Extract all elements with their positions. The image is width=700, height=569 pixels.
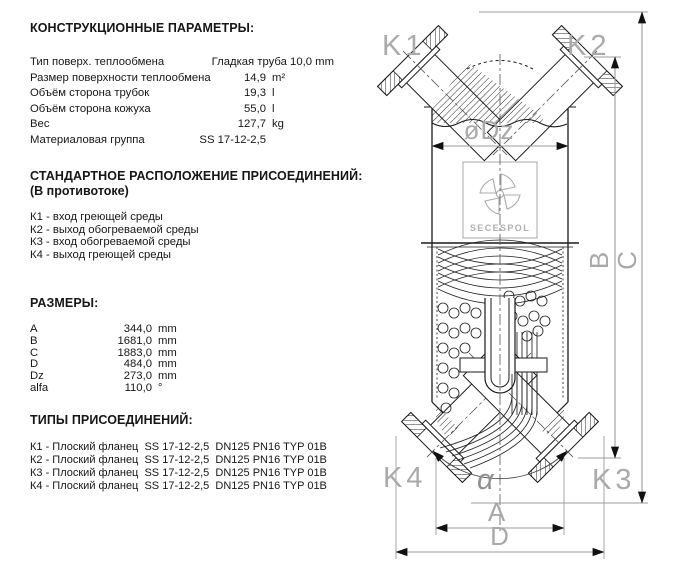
dimension-row <box>30 371 362 383</box>
connections-layout-subheading: (В противотоке) <box>30 184 129 198</box>
technical-drawing <box>360 0 700 569</box>
construction-params-table <box>30 55 362 149</box>
dimension-row <box>30 348 362 360</box>
connection-type-item: К3 - Плоский фланец SS 17-12-2,5 DN125 PN16 TYP 01B <box>30 467 327 480</box>
connections-layout-list <box>30 211 362 262</box>
dimension-name: A <box>30 323 38 335</box>
connection-types-list <box>30 441 370 493</box>
dimension-unit: mm <box>158 323 177 335</box>
connection-type-item: К2 - Плоский фланец SS 17-12-2,5 DN125 PN16 TYP 01B <box>30 454 327 467</box>
construction-params-heading: КОНСТРУКЦИОННЫЕ ПАРАМЕТРЫ: <box>30 21 255 35</box>
connection-item: К1 - вход греющей среды <box>30 211 163 223</box>
connection-item: К4 - выход греющей среды <box>30 249 172 262</box>
dimensions-heading: РАЗМЕРЫ: <box>30 296 99 310</box>
param-row <box>30 71 362 87</box>
dimension-name: Dz <box>30 370 44 383</box>
param-value: SS 17-12-2,5 <box>199 133 266 146</box>
dimension-value: 484,0 <box>123 358 152 371</box>
param-row <box>30 117 362 133</box>
connection-types-heading: ТИПЫ ПРИСОЕДИНЕНИЙ: <box>30 413 193 427</box>
dimension-value: 1883,0 <box>117 346 152 359</box>
param-value: 55,0 <box>244 102 266 115</box>
dimension-value: 273,0 <box>123 370 152 383</box>
param-unit: m² <box>272 71 286 84</box>
a-label: A <box>487 497 507 527</box>
dz-label: øDz <box>463 115 515 145</box>
dimension-name: C <box>30 346 39 359</box>
dimension-unit: mm <box>158 370 177 383</box>
param-label: Тип поверх. теплообмена <box>30 56 165 68</box>
dimension-unit: mm <box>158 358 177 371</box>
param-row <box>30 133 362 149</box>
param-label: Объём сторона кожуха <box>30 102 151 115</box>
k4-label: K4 <box>383 462 427 494</box>
param-row <box>30 86 362 102</box>
dimension-row <box>30 336 362 348</box>
param-label: Вес <box>30 118 50 131</box>
dimensions-table <box>30 324 362 395</box>
param-value: 127,7 <box>237 118 266 131</box>
alpha-label: α <box>477 464 494 496</box>
connections-layout-heading: СТАНДАРТНОЕ РАСПОЛОЖЕНИЕ ПРИСОЕДИНЕНИЙ: <box>30 169 363 183</box>
dimension-unit: mm <box>158 346 177 359</box>
k2-label: K2 <box>567 30 611 62</box>
param-unit: kg <box>272 118 284 131</box>
specs-panel <box>30 0 362 569</box>
param-value: 19,3 <box>244 87 266 100</box>
dimension-name: D <box>30 358 39 371</box>
dimension-name: alfa <box>30 381 49 394</box>
dimension-unit: ° <box>158 381 163 394</box>
param-unit: l <box>272 102 275 115</box>
param-row <box>30 102 362 118</box>
k3-label: K3 <box>592 464 636 496</box>
connection-type-item: К4 - Плоский фланец SS 17-12-2,5 DN125 PN16 TYP 01B <box>30 480 327 493</box>
dimension-value: 1681,0 <box>117 334 152 347</box>
param-label: Размер поверхности теплообмена <box>30 71 211 84</box>
param-label: Объём сторона трубок <box>30 87 150 100</box>
connection-item: К2 - выход обогреваемой среды <box>30 223 199 236</box>
dimension-name: B <box>30 334 38 347</box>
dimension-row <box>30 359 362 371</box>
d-label: D <box>490 521 510 551</box>
param-value: Гладкая труба 10,0 mm <box>211 56 334 68</box>
param-unit: l <box>272 87 275 100</box>
b-label: B <box>584 250 614 270</box>
connection-type-item: К1 - Плоский фланец SS 17-12-2,5 DN125 PN16 TYP 01B <box>30 441 327 453</box>
param-row <box>30 55 362 71</box>
dimension-unit: mm <box>158 334 177 347</box>
c-label: C <box>612 250 642 270</box>
dimension-row <box>30 383 362 395</box>
k1-label: K1 <box>382 30 426 62</box>
dimension-row <box>30 324 362 336</box>
dimension-value: 344,0 <box>123 323 152 335</box>
dimension-value: 110,0 <box>124 381 152 394</box>
param-label: Материаловая группа <box>30 133 145 146</box>
param-value: 14,9 <box>244 71 266 84</box>
logo-text: SECESPOL <box>469 223 531 233</box>
connection-item: К3 - вход обогреваемой среды <box>30 236 191 249</box>
